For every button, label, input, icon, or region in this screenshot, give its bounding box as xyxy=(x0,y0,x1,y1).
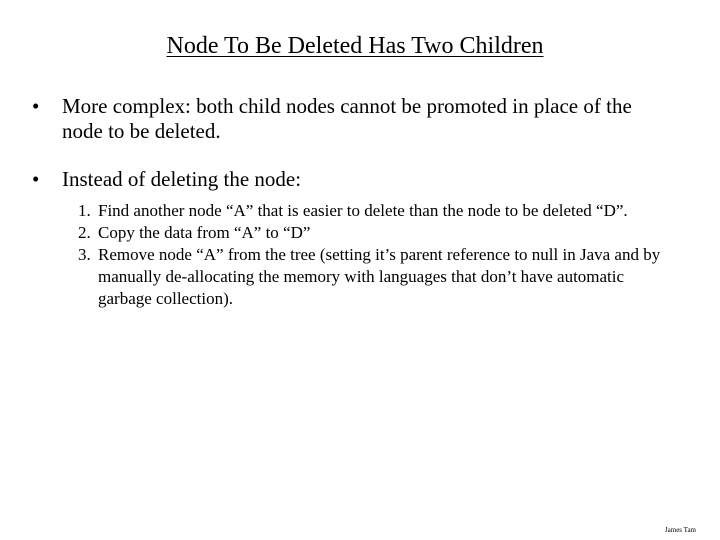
bullet-marker: • xyxy=(32,94,40,118)
bullet-item xyxy=(32,94,672,144)
bullet-item xyxy=(32,167,672,192)
bullet-marker: • xyxy=(32,167,40,191)
bullet-text: More complex: both child nodes cannot be promoted in place of the node to be deleted. xyxy=(62,94,632,143)
step-item xyxy=(78,200,678,222)
numbered-steps-list xyxy=(78,200,678,310)
step-text: Find another node “A” that is easier to delete than the node to be deleted “D”. xyxy=(98,201,628,220)
step-item xyxy=(78,244,678,310)
bullet-text: Instead of deleting the node: xyxy=(62,167,302,191)
step-text: Copy the data from “A” to “D” xyxy=(98,223,311,242)
step-item xyxy=(78,222,678,244)
step-number: 2. xyxy=(78,223,91,242)
slide-title: Node To Be Deleted Has Two Children xyxy=(166,33,544,59)
step-number: 3. xyxy=(78,245,91,264)
author-footer: James Tam xyxy=(664,526,696,534)
step-number: 1. xyxy=(78,201,91,220)
step-text: Remove node “A” from the tree (setting it’s parent reference to null in Java and by manually de-allocating the memory with languages that don’t have automatic garbage collection). xyxy=(98,245,661,308)
